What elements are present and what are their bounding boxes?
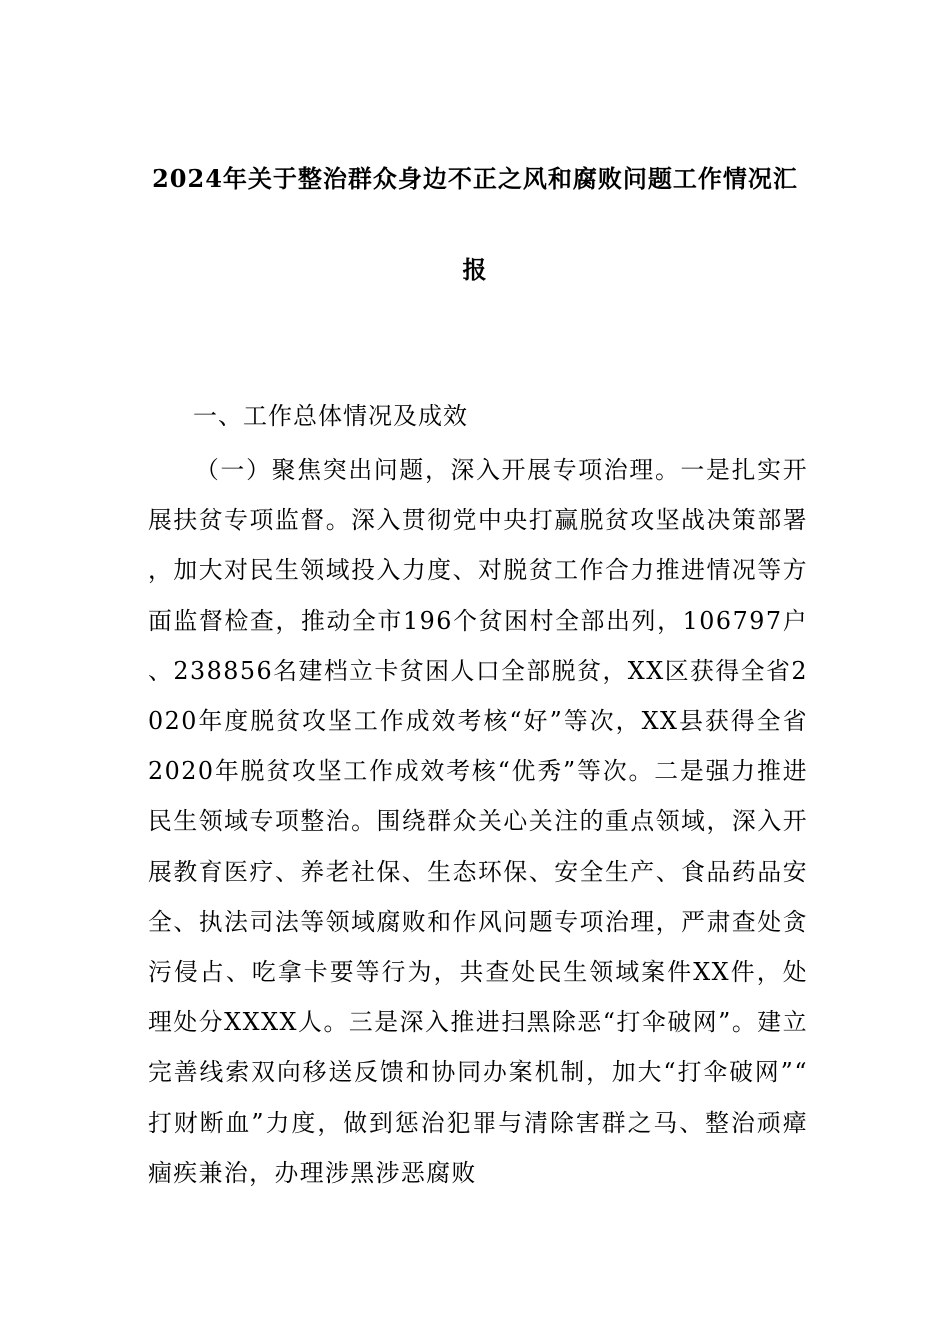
document-title-line-1: 2024年关于整治群众身边不正之风和腐败问题工作情况汇 <box>152 164 798 193</box>
document-title-line-2: 报 <box>462 255 488 284</box>
section-heading: 一、工作总体情况及成效 <box>193 402 468 430</box>
body-paragraph: （一）聚焦突出问题，深入开展专项治理。一是扎实开展扶贫专项监督。深入贯彻党中央打赢脱贫攻坚战决策部署，加大对民生领域投入力度、对脱贫工作合力推进情况等方面监督检查，推动全市196个贫困村全部出列，106797户、238856名建档立卡贫困人口全部脱贫，XX区获得全省2020年度脱贫攻坚工作成效考核“好”等次，XX县获得全省2020年脱贫攻坚工作成效考核“优秀”等次。二是强力推进民生领域专项整治。围绕群众关心关注的重点领域，深入开展教育医疗、养老社保、生态环保、安全生产、食品药品安全、执法司法等领域腐败和作风问题专项治理，严肃查处贪污侵占、吃拿卡要等行为，共查处民生领域案件XX件，处理处分XXXX人。三是深入推进扫黑除恶“打伞破网”。建立完善线索双向移送反馈和协同办案机制，加大“打伞破网”“打财断血”力度，做到惩治犯罪与清除害群之马、整治顽瘴痼疾兼治，办理涉黑涉恶腐败 <box>148 456 808 1187</box>
